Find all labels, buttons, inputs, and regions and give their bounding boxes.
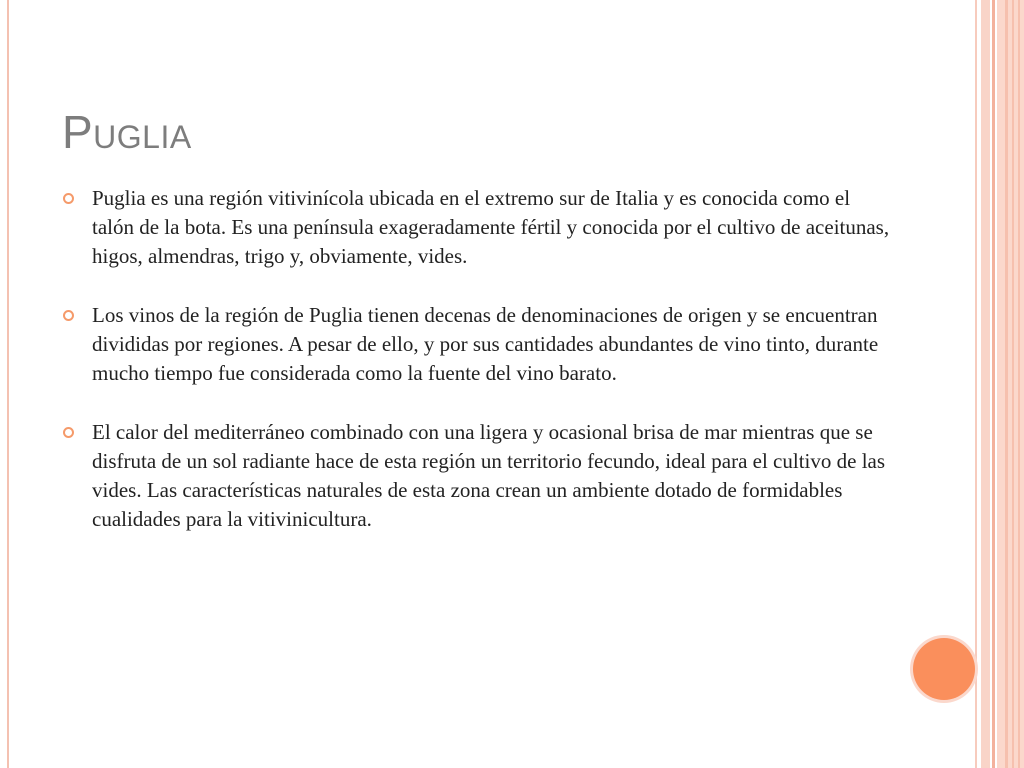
ring-bullet-icon	[63, 310, 74, 321]
bullet-text: Puglia es una región vitivinícola ubicada en el extremo sur de Italia y es conocida como el talón de la bota. Es una península exageradamente fértil y conocida por el cultivo de aceitunas, higos, almendras, trigo y, obviamente, vides.	[92, 186, 890, 268]
left-border-line	[7, 0, 9, 768]
bullet-list	[60, 184, 890, 564]
bullet-text: Los vinos de la región de Puglia tienen decenas de denominaciones de origen y se encuentran divididas por regiones. A pesar de ello, y por sus cantidades abundantes de vino tinto, durante mucho tiempo fue considerada como la fuente del vino barato.	[92, 303, 879, 385]
right-stripe	[1018, 0, 1020, 768]
right-stripe	[1005, 0, 1008, 768]
right-stripe	[1012, 0, 1014, 768]
bullet-item	[60, 301, 890, 388]
orange-circle-icon	[913, 638, 975, 700]
right-stripe	[975, 0, 977, 768]
bullet-text: El calor del mediterráneo combinado con una ligera y ocasional brisa de mar mientras que se disfruta de un sol radiante hace de esta región un territorio fecundo, ideal para el cultivo de las vides. Las características naturales de esta zona crean un ambiente dotado de formidables cualidades para la vitivinicultura.	[92, 420, 886, 531]
slide-title: Puglia	[62, 106, 192, 158]
bullet-item	[60, 184, 890, 271]
bullet-item	[60, 418, 890, 534]
right-stripe	[992, 0, 995, 768]
right-stripe	[981, 0, 990, 768]
ring-bullet-icon	[63, 193, 74, 204]
ring-bullet-icon	[63, 427, 74, 438]
